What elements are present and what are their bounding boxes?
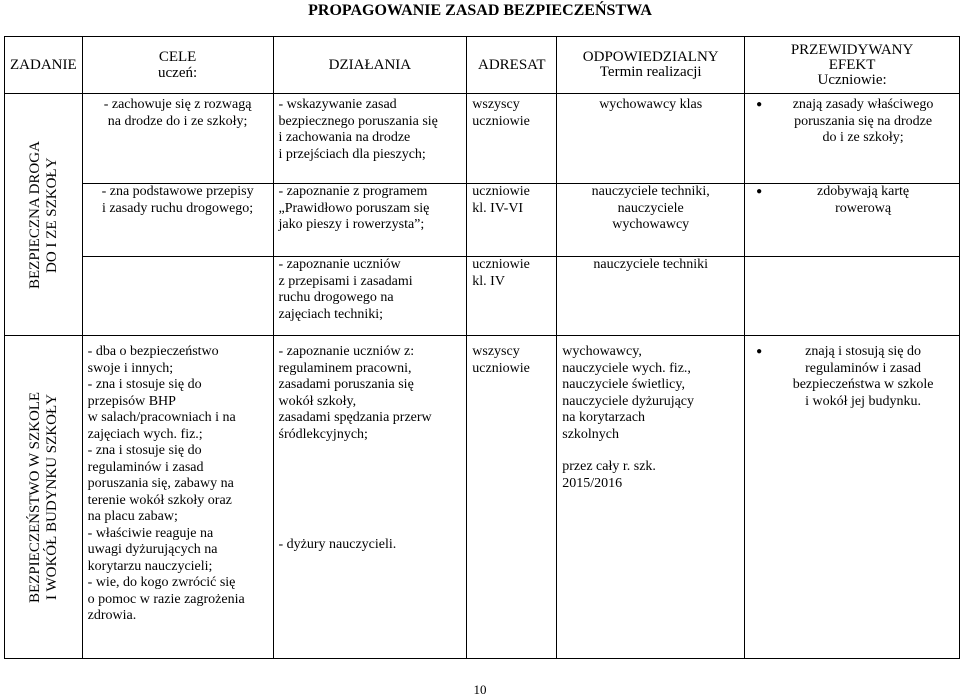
section1-row2-efekt <box>745 184 960 257</box>
section2-cel: - dba o bezpieczeństwo swoje i innych; - zna i stosuje się do przepisów BHP w salach/pracowniach i na zajęciach wych. fiz.; - zna i stosuje się do regulaminów i zasad poruszania się, zabawy na terenie wokół szkoły oraz na placu zabaw; - właściwie reaguje na uwagi dyżurujących na korytarzu nauczycieli; - wie, do kogo zwrócić się o pomoc w razie zagrożenia zdrowia. <box>82 336 273 659</box>
section2-dzialanie-2: - dyżury nauczycieli. <box>278 537 397 552</box>
efekt-bullet-item: ● znają i stosują się do regulaminów i zasad bezpieczeństwa w szkole i wokół jej budynku. <box>750 344 954 410</box>
section1-row3-cel <box>82 257 273 336</box>
section2-dzialanie-1: - zapoznanie uczniów z: regulaminem pracowni, zasadami poruszania się wokół szkoły, zasadami spędzania przerw śródlekcyjnych; <box>278 344 432 442</box>
table-row <box>5 94 960 184</box>
header-cele: CELE uczeń: <box>82 37 273 94</box>
section1-row1-odpowiedzialny: wychowawcy klas <box>557 94 745 184</box>
table-row <box>5 336 960 659</box>
section1-row1-dzialanie: - wskazywanie zasad bezpiecznego poruszania się i zachowania na drodze i przejściach dla pieszych; <box>273 94 467 184</box>
header-dzialania: DZIAŁANIA <box>273 37 467 94</box>
section1-row3-dzialanie: - zapoznanie uczniów z przepisami i zasadami ruchu drogowego na zajęciach techniki; <box>273 257 467 336</box>
section2-odpowiedzialny <box>557 336 745 659</box>
efekt-bullet-item: ● zdobywają kartę rowerową <box>750 184 954 217</box>
header-adresat: ADRESAT <box>467 37 557 94</box>
table-row <box>5 257 960 336</box>
section2-responsible: wychowawcy, nauczyciele wych. fiz., nauczyciele świetlicy, nauczyciele dyżurujący na korytarzach szkolnych <box>562 344 695 442</box>
section1-row1-efekt <box>745 94 960 184</box>
efekt-bullet-item: ● znają zasady właściwego poruszania się na drodze do i ze szkoły; <box>750 97 954 147</box>
section1-task: BEZPIECZNA DROGA DO I ZE SZKOŁY <box>5 94 83 336</box>
section2-task: BEZPIECZEŃSTWO W SZKOLE I WOKÓŁ BUDYNKU SZKOŁY <box>5 336 83 659</box>
page-title: PROPAGOWANIE ZASAD BEZPIECZEŃSTWA <box>308 2 652 19</box>
header-row <box>5 37 960 94</box>
header-efekt: PRZEWIDYWANY EFEKT Uczniowie: <box>745 37 960 94</box>
section2-termin: przez cały r. szk. 2015/2016 <box>562 459 656 491</box>
header-zadanie: ZADANIE <box>5 37 83 94</box>
section1-row2-cel: - zna podstawowe przepisy i zasady ruchu drogowego; <box>82 184 273 257</box>
section1-row2-odpowiedzialny: nauczyciele techniki, nauczyciele wychowawcy <box>557 184 745 257</box>
section1-row2-dzialanie: - zapoznanie z programem „Prawidłowo poruszam się jako pieszy i rowerzysta”; <box>273 184 467 257</box>
section2-dzialanie <box>273 336 467 659</box>
section2-adresat: wszyscy uczniowie <box>467 336 557 659</box>
page-number: 10 <box>473 682 487 697</box>
header-odpowiedzialny: ODPOWIEDZIALNY Termin realizacji <box>557 37 745 94</box>
section1-row3-efekt <box>745 257 960 336</box>
section1-row2-adresat: uczniowie kl. IV-VI <box>467 184 557 257</box>
table-row <box>5 184 960 257</box>
section1-row1-cel: - zachowuje się z rozwagą na drodze do i ze szkoły; <box>82 94 273 184</box>
section1-row3-adresat: uczniowie kl. IV <box>467 257 557 336</box>
plan-table <box>4 36 960 659</box>
section2-efekt <box>745 336 960 659</box>
section1-row1-adresat: wszyscy uczniowie <box>467 94 557 184</box>
section1-row3-odpowiedzialny: nauczyciele techniki <box>557 257 745 336</box>
